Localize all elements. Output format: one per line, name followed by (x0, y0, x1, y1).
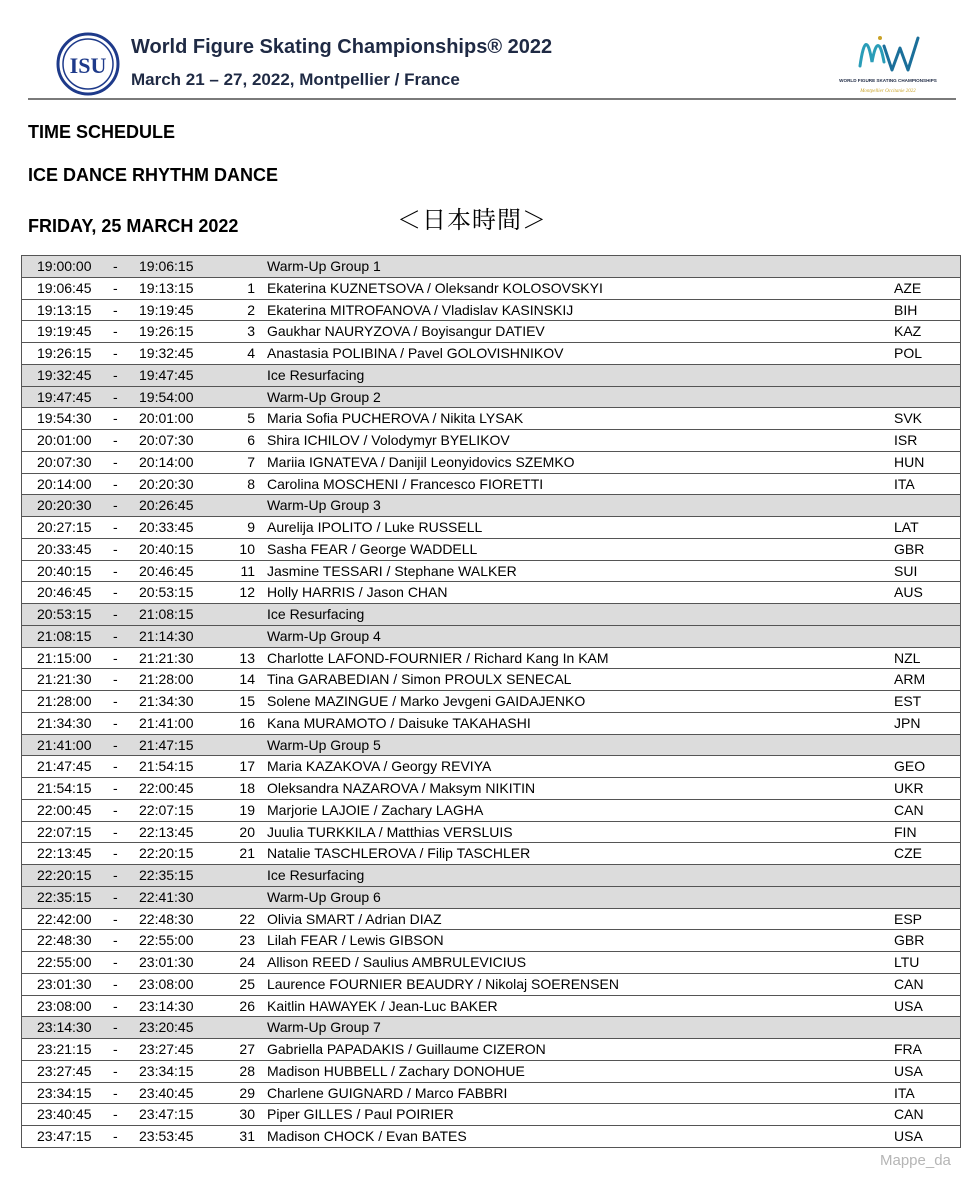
end-time-cell: 20:26:45 (139, 497, 194, 514)
nation-cell: POL (894, 345, 923, 361)
schedule-row (22, 1039, 960, 1061)
start-time-cell: 21:21:30 (37, 671, 92, 688)
couple-name-cell: Juulia TURKKILA / Matthias VERSLUIS (267, 823, 513, 840)
time-separator-cell: - (113, 584, 118, 601)
start-time-cell: 23:08:00 (37, 997, 92, 1014)
couple-name-cell: Warm-Up Group 1 (267, 258, 381, 274)
start-time-cell: 21:34:30 (37, 714, 92, 731)
start-time-cell: 19:26:15 (37, 345, 92, 361)
end-time-cell: 21:21:30 (139, 649, 194, 666)
start-number-cell: 7 (247, 453, 255, 470)
schedule-row (22, 430, 960, 452)
end-time-cell: 20:46:45 (139, 562, 194, 579)
nation-cell: EST (894, 693, 922, 709)
nation-cell: JPN (894, 714, 921, 731)
start-time-cell: 19:32:45 (37, 366, 92, 383)
couple-name-cell: Olivia SMART / Adrian DIAZ (267, 910, 442, 927)
time-separator-cell: - (113, 845, 118, 862)
time-separator-cell: - (113, 562, 118, 579)
nation-cell: FRA (894, 1041, 922, 1057)
schedule-row (22, 691, 960, 713)
start-number-cell: 22 (239, 910, 255, 927)
time-separator-cell: - (113, 432, 118, 448)
nation-cell: ITA (894, 475, 915, 492)
start-time-cell: 20:53:15 (37, 606, 92, 622)
couple-name-cell: Mariia IGNATEVA / Danijil Leonyidovics SZEMKO (267, 453, 575, 470)
end-time-cell: 22:07:15 (139, 801, 194, 818)
start-time-cell: 22:00:45 (37, 801, 92, 818)
couple-name-cell: Warm-Up Group 3 (267, 497, 381, 514)
time-separator-cell: - (113, 823, 118, 840)
time-separator-cell: - (113, 888, 118, 905)
time-separator-cell: - (113, 1084, 118, 1101)
schedule-row (22, 800, 960, 822)
couple-name-cell: Piper GILLES / Paul POIRIER (267, 1106, 454, 1123)
start-time-cell: 19:54:30 (37, 410, 92, 427)
nation-cell: GBR (894, 932, 925, 949)
end-time-cell: 23:47:15 (139, 1106, 194, 1123)
time-separator-cell: - (113, 453, 118, 470)
nation-cell: SVK (894, 410, 923, 427)
couple-name-cell: Oleksandra NAZAROVA / Maksym NIKITIN (267, 780, 536, 796)
schedule-table (21, 255, 961, 1148)
nation-cell: KAZ (894, 323, 922, 340)
event-title: World Figure Skating Championships® 2022 (131, 36, 553, 58)
start-time-cell: 20:27:15 (37, 519, 92, 535)
couple-name-cell: Maria Sofia PUCHEROVA / Nikita LYSAK (267, 410, 524, 427)
start-time-cell: 21:54:15 (37, 780, 92, 796)
couple-name-cell: Ice Resurfacing (267, 606, 365, 622)
start-number-cell: 20 (239, 823, 255, 840)
end-time-cell: 21:54:15 (139, 758, 194, 775)
couple-name-cell: Carolina MOSCHENI / Francesco FIORETTI (267, 475, 544, 492)
end-time-cell: 21:47:15 (139, 736, 194, 753)
schedule-row (22, 822, 960, 844)
end-time-cell: 20:33:45 (139, 519, 194, 535)
schedule-row-break (22, 256, 960, 278)
start-number-cell: 5 (247, 410, 255, 427)
nation-cell: AUS (894, 584, 923, 601)
couple-name-cell: Warm-Up Group 5 (267, 736, 381, 753)
start-time-cell: 22:42:00 (37, 910, 92, 927)
couple-name-cell: Ice Resurfacing (267, 366, 365, 383)
start-time-cell: 20:20:30 (37, 497, 92, 514)
nation-cell: LAT (894, 519, 919, 535)
nation-cell: GBR (894, 540, 925, 557)
time-separator-cell: - (113, 801, 118, 818)
nation-cell: FIN (894, 823, 917, 840)
couple-name-cell: Madison HUBBELL / Zachary DONOHUE (267, 1062, 525, 1079)
end-time-cell: 22:55:00 (139, 932, 194, 949)
isu-logo (56, 32, 120, 96)
time-separator-cell: - (113, 345, 118, 361)
nation-cell: CAN (894, 801, 924, 818)
start-time-cell: 23:47:15 (37, 1128, 92, 1144)
nation-cell: CAN (894, 975, 924, 992)
nation-cell: HUN (894, 453, 925, 470)
time-separator-cell: - (113, 497, 118, 514)
schedule-row (22, 582, 960, 604)
start-number-cell: 13 (239, 649, 255, 666)
start-time-cell: 21:41:00 (37, 736, 92, 753)
schedule-row-break (22, 495, 960, 517)
time-separator-cell: - (113, 1041, 118, 1057)
end-time-cell: 20:40:15 (139, 540, 194, 557)
time-separator-cell: - (113, 258, 118, 274)
document-title: TIME SCHEDULE (28, 122, 176, 142)
end-time-cell: 23:53:45 (139, 1128, 194, 1144)
schedule-row (22, 517, 960, 539)
championship-logo (839, 26, 937, 98)
start-time-cell: 19:13:15 (37, 301, 92, 318)
couple-name-cell: Charlotte LAFOND-FOURNIER / Richard Kang In KAM (267, 649, 609, 666)
couple-name-cell: Ekaterina KUZNETSOVA / Oleksandr KOLOSOVSKYI (267, 279, 603, 296)
time-separator-cell: - (113, 301, 118, 318)
start-number-cell: 4 (247, 345, 255, 361)
time-separator-cell: - (113, 366, 118, 383)
schedule-row (22, 1126, 960, 1148)
end-time-cell: 21:41:00 (139, 714, 194, 731)
championship-logo-script: Montpellier Occitanie 2022 (860, 89, 916, 94)
start-time-cell: 20:33:45 (37, 540, 92, 557)
start-time-cell: 23:27:45 (37, 1062, 92, 1079)
end-time-cell: 19:19:45 (139, 301, 194, 318)
couple-name-cell: Laurence FOURNIER BEAUDRY / Nikolaj SOERENSEN (267, 975, 619, 992)
end-time-cell: 22:20:15 (139, 845, 194, 862)
couple-name-cell: Ekaterina MITROFANOVA / Vladislav KASINSKIJ (267, 301, 574, 318)
schedule-row (22, 778, 960, 800)
start-time-cell: 20:01:00 (37, 432, 92, 448)
nation-cell: SUI (894, 562, 918, 579)
end-time-cell: 20:53:15 (139, 584, 194, 601)
schedule-row-break (22, 1017, 960, 1039)
start-number-cell: 24 (239, 954, 255, 970)
start-time-cell: 19:00:00 (37, 258, 92, 274)
start-number-cell: 10 (239, 540, 255, 557)
end-time-cell: 23:20:45 (139, 1019, 194, 1036)
couple-name-cell: Maria KAZAKOVA / Georgy REVIYA (267, 758, 492, 775)
nation-cell: ITA (894, 1084, 915, 1101)
end-time-cell: 23:14:30 (139, 997, 194, 1014)
time-separator-cell: - (113, 1019, 118, 1036)
schedule-row-break (22, 735, 960, 757)
time-separator-cell: - (113, 910, 118, 927)
time-separator-cell: - (113, 736, 118, 753)
start-time-cell: 23:14:30 (37, 1019, 92, 1036)
schedule-row (22, 278, 960, 300)
nation-cell: GEO (894, 758, 926, 775)
nation-cell: NZL (894, 649, 921, 666)
couple-name-cell: Solene MAZINGUE / Marko Jevgeni GAIDAJENKO (267, 693, 586, 709)
end-time-cell: 22:41:30 (139, 888, 194, 905)
couple-name-cell: Holly HARRIS / Jason CHAN (267, 584, 448, 601)
nation-cell: UKR (894, 780, 924, 796)
isu-logo-text: ISU (69, 53, 107, 78)
start-time-cell: 21:28:00 (37, 693, 92, 709)
schedule-row-break (22, 387, 960, 409)
schedule-row-break (22, 365, 960, 387)
end-time-cell: 21:28:00 (139, 671, 194, 688)
end-time-cell: 19:26:15 (139, 323, 194, 340)
nation-cell: USA (894, 997, 923, 1014)
start-number-cell: 26 (239, 997, 255, 1014)
time-separator-cell: - (113, 693, 118, 709)
start-number-cell: 29 (239, 1084, 255, 1101)
schedule-row (22, 1104, 960, 1126)
start-time-cell: 19:19:45 (37, 323, 92, 340)
start-time-cell: 23:34:15 (37, 1084, 92, 1101)
end-time-cell: 21:14:30 (139, 627, 194, 644)
time-separator-cell: - (113, 279, 118, 296)
nation-cell: CZE (894, 845, 922, 862)
end-time-cell: 20:20:30 (139, 475, 194, 492)
end-time-cell: 19:32:45 (139, 345, 194, 361)
schedule-row (22, 996, 960, 1018)
schedule-row (22, 909, 960, 931)
schedule-row (22, 452, 960, 474)
start-number-cell: 11 (240, 562, 255, 579)
start-number-cell: 15 (239, 693, 255, 709)
couple-name-cell: Lilah FEAR / Lewis GIBSON (267, 932, 444, 949)
couple-name-cell: Ice Resurfacing (267, 867, 365, 883)
end-time-cell: 22:13:45 (139, 823, 194, 840)
start-time-cell: 22:07:15 (37, 823, 92, 840)
couple-name-cell: Warm-Up Group 2 (267, 388, 381, 405)
nation-cell: CAN (894, 1106, 924, 1123)
end-time-cell: 21:34:30 (139, 693, 194, 709)
nation-cell: BIH (894, 301, 918, 318)
time-separator-cell: - (113, 780, 118, 796)
nation-cell: ARM (894, 671, 926, 688)
start-number-cell: 27 (239, 1041, 255, 1057)
header-divider (28, 98, 956, 100)
start-time-cell: 19:47:45 (37, 388, 92, 405)
end-time-cell: 20:07:30 (139, 432, 194, 448)
couple-name-cell: Gabriella PAPADAKIS / Guillaume CIZERON (267, 1041, 546, 1057)
couple-name-cell: Warm-Up Group 7 (267, 1019, 381, 1036)
time-separator-cell: - (113, 671, 118, 688)
start-time-cell: 23:21:15 (37, 1041, 92, 1057)
start-number-cell: 12 (239, 584, 255, 601)
time-separator-cell: - (113, 975, 118, 992)
championship-logo-text: WORLD FIGURE SKATING CHAMPIONSHIPS (839, 78, 937, 83)
start-time-cell: 21:08:15 (37, 627, 92, 644)
watermark: Mappe_da (880, 1152, 951, 1169)
schedule-row (22, 843, 960, 865)
schedule-row (22, 539, 960, 561)
end-time-cell: 19:13:15 (139, 279, 194, 296)
time-separator-cell: - (113, 649, 118, 666)
start-number-cell: 25 (239, 975, 255, 992)
couple-name-cell: Gaukhar NAURYZOVA / Boyisangur DATIEV (267, 323, 545, 340)
time-separator-cell: - (113, 997, 118, 1014)
schedule-row-break (22, 626, 960, 648)
start-number-cell: 17 (239, 758, 255, 775)
schedule-row (22, 343, 960, 365)
start-time-cell: 20:14:00 (37, 475, 92, 492)
start-number-cell: 18 (239, 780, 255, 796)
couple-name-cell: Anastasia POLIBINA / Pavel GOLOVISHNIKOV (267, 345, 564, 361)
time-separator-cell: - (113, 1062, 118, 1079)
schedule-row (22, 408, 960, 430)
couple-name-cell: Warm-Up Group 4 (267, 627, 381, 644)
schedule-row (22, 974, 960, 996)
start-number-cell: 3 (247, 323, 255, 340)
start-number-cell: 28 (239, 1062, 255, 1079)
end-time-cell: 22:35:15 (139, 867, 194, 883)
start-time-cell: 20:07:30 (37, 453, 92, 470)
nation-cell: ISR (894, 432, 918, 448)
end-time-cell: 23:40:45 (139, 1084, 194, 1101)
schedule-row (22, 669, 960, 691)
schedule-row-break (22, 887, 960, 909)
time-separator-cell: - (113, 606, 118, 622)
start-number-cell: 1 (247, 279, 255, 296)
end-time-cell: 19:06:15 (139, 258, 194, 274)
event-name: ICE DANCE RHYTHM DANCE (28, 165, 279, 185)
schedule-row (22, 1083, 960, 1105)
end-time-cell: 20:01:00 (139, 410, 194, 427)
time-separator-cell: - (113, 867, 118, 883)
schedule-row (22, 300, 960, 322)
end-time-cell: 22:48:30 (139, 910, 194, 927)
event-dates: March 21 – 27, 2022, Montpellier / France (131, 70, 460, 89)
time-separator-cell: - (113, 1106, 118, 1123)
schedule-row-break (22, 865, 960, 887)
document-header (0, 0, 976, 104)
start-number-cell: 2 (247, 301, 255, 318)
couple-name-cell: Jasmine TESSARI / Stephane WALKER (267, 562, 517, 579)
end-time-cell: 23:34:15 (139, 1062, 194, 1079)
couple-name-cell: Aurelija IPOLITO / Luke RUSSELL (267, 519, 483, 535)
start-time-cell: 21:15:00 (37, 649, 92, 666)
schedule-row (22, 952, 960, 974)
end-time-cell: 23:01:30 (139, 954, 194, 970)
time-separator-cell: - (113, 323, 118, 340)
timezone-note: ＜日本時間＞ (397, 207, 547, 234)
couple-name-cell: Warm-Up Group 6 (267, 888, 381, 905)
couple-name-cell: Marjorie LAJOIE / Zachary LAGHA (267, 801, 484, 818)
start-time-cell: 22:20:15 (37, 867, 92, 883)
schedule-row (22, 321, 960, 343)
start-time-cell: 22:55:00 (37, 954, 92, 970)
couple-name-cell: Tina GARABEDIAN / Simon PROULX SENECAL (267, 671, 572, 688)
time-separator-cell: - (113, 932, 118, 949)
start-number-cell: 6 (247, 432, 255, 448)
start-number-cell: 23 (239, 932, 255, 949)
time-separator-cell: - (113, 627, 118, 644)
start-number-cell: 31 (239, 1128, 255, 1144)
time-separator-cell: - (113, 758, 118, 775)
time-separator-cell: - (113, 540, 118, 557)
couple-name-cell: Charlene GUIGNARD / Marco FABBRI (267, 1084, 508, 1101)
time-separator-cell: - (113, 954, 118, 970)
time-separator-cell: - (113, 410, 118, 427)
couple-name-cell: Sasha FEAR / George WADDELL (267, 540, 478, 557)
start-number-cell: 30 (239, 1106, 255, 1123)
couple-name-cell: Allison REED / Saulius AMBRULEVICIUS (267, 954, 527, 970)
start-time-cell: 22:48:30 (37, 932, 92, 949)
start-number-cell: 14 (239, 671, 255, 688)
start-time-cell: 22:13:45 (37, 845, 92, 862)
nation-cell: USA (894, 1062, 923, 1079)
end-time-cell: 23:08:00 (139, 975, 194, 992)
couple-name-cell: Shira ICHILOV / Volodymyr BYELIKOV (267, 432, 510, 448)
start-number-cell: 8 (247, 475, 255, 492)
start-number-cell: 19 (239, 801, 255, 818)
couple-name-cell: Kana MURAMOTO / Daisuke TAKAHASHI (267, 714, 531, 731)
end-time-cell: 19:54:00 (139, 388, 194, 405)
start-time-cell: 21:47:45 (37, 758, 92, 775)
nation-cell: ESP (894, 910, 923, 927)
start-time-cell: 19:06:45 (37, 279, 92, 296)
start-time-cell: 23:40:45 (37, 1106, 92, 1123)
start-time-cell: 20:46:45 (37, 584, 92, 601)
nation-cell: AZE (894, 279, 922, 296)
end-time-cell: 19:47:45 (139, 366, 194, 383)
schedule-row (22, 756, 960, 778)
end-time-cell: 21:08:15 (139, 606, 194, 622)
nation-cell: USA (894, 1128, 923, 1144)
start-number-cell: 9 (247, 519, 255, 535)
couple-name-cell: Natalie TASCHLEROVA / Filip TASCHLER (267, 845, 531, 862)
schedule-row (22, 1061, 960, 1083)
nation-cell: LTU (894, 954, 920, 970)
schedule-row (22, 648, 960, 670)
time-separator-cell: - (113, 519, 118, 535)
schedule-row-break (22, 604, 960, 626)
schedule-row (22, 474, 960, 496)
couple-name-cell: Madison CHOCK / Evan BATES (267, 1128, 467, 1144)
end-time-cell: 20:14:00 (139, 453, 194, 470)
time-separator-cell: - (113, 475, 118, 492)
end-time-cell: 22:00:45 (139, 780, 194, 796)
start-time-cell: 22:35:15 (37, 888, 92, 905)
start-number-cell: 21 (239, 845, 255, 862)
start-time-cell: 20:40:15 (37, 562, 92, 579)
schedule-row (22, 561, 960, 583)
end-time-cell: 23:27:45 (139, 1041, 194, 1057)
start-time-cell: 23:01:30 (37, 975, 92, 992)
time-separator-cell: - (113, 1128, 118, 1144)
start-number-cell: 16 (239, 714, 255, 731)
couple-name-cell: Kaitlin HAWAYEK / Jean-Luc BAKER (267, 997, 498, 1014)
schedule-row (22, 713, 960, 735)
time-separator-cell: - (113, 714, 118, 731)
time-separator-cell: - (113, 388, 118, 405)
schedule-row (22, 930, 960, 952)
day-label: FRIDAY, 25 MARCH 2022 (28, 216, 239, 236)
